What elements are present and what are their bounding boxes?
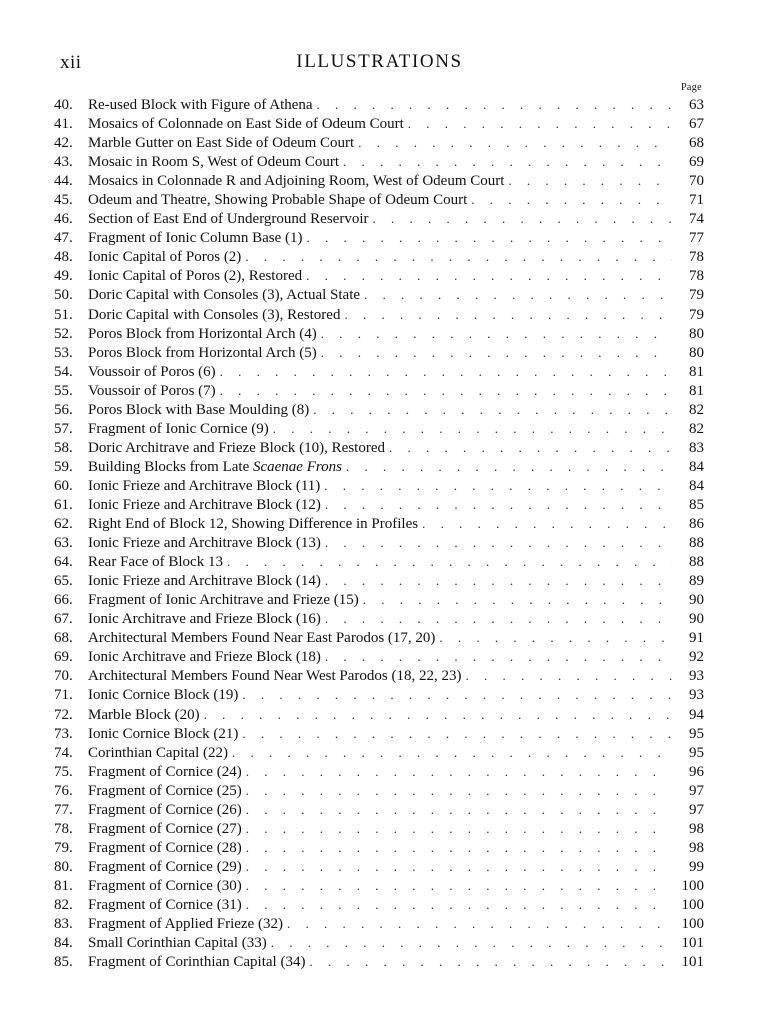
dot-leader: [232, 743, 672, 762]
entry-page: 79: [689, 287, 704, 304]
list-item: [54, 305, 704, 324]
illustrations-list: [54, 95, 704, 971]
list-item: [54, 495, 704, 514]
list-item: [54, 457, 704, 476]
entry-page: 97: [689, 782, 704, 799]
dot-leader: [346, 457, 672, 476]
dot-leader: [273, 419, 672, 438]
dot-leader: [389, 438, 672, 457]
list-item: [54, 838, 704, 857]
list-item: [54, 133, 704, 152]
entry-number: 45.: [54, 192, 73, 209]
entry-title: Fragment of Corinthian Capital (34): [88, 954, 306, 971]
entry-title: Fragment of Cornice (29): [88, 858, 242, 875]
entry-page: 89: [689, 573, 704, 590]
list-item: [54, 800, 704, 819]
entry-number: 43.: [54, 154, 73, 171]
entry-number: 67.: [54, 611, 73, 628]
entry-title: Ionic Frieze and Architrave Block (11): [88, 477, 321, 494]
list-item: [54, 476, 704, 495]
entry-number: 61.: [54, 496, 73, 513]
entry-number: 80.: [54, 858, 73, 875]
dot-leader: [220, 362, 672, 381]
entry-number: 41.: [54, 116, 73, 133]
entry-number: 83.: [54, 916, 73, 933]
entry-page: 91: [689, 630, 704, 647]
list-item: [54, 533, 704, 552]
list-item: [54, 552, 704, 571]
entry-page: 69: [689, 154, 704, 171]
entry-title: Fragment of Ionic Architrave and Frieze (15): [88, 592, 359, 609]
entry-page: 95: [689, 725, 704, 742]
entry-title: Fragment of Cornice (27): [88, 820, 242, 837]
entry-title: Marble Block (20): [88, 706, 200, 723]
list-item: [54, 285, 704, 304]
dot-leader: [246, 819, 672, 838]
list-item: [54, 647, 704, 666]
list-item: [54, 876, 704, 895]
dot-leader: [317, 95, 672, 114]
entry-title: Mosaic in Room S, West of Odeum Court: [88, 154, 340, 171]
entry-number: 50.: [54, 287, 73, 304]
dot-leader: [321, 324, 672, 343]
entry-title: Doric Capital with Consoles (3), Actual State: [88, 287, 361, 304]
entry-page: 80: [689, 325, 704, 342]
entry-number: 44.: [54, 173, 73, 190]
entry-page: 84: [689, 458, 704, 475]
dot-leader: [408, 114, 672, 133]
entry-number: 42.: [54, 135, 73, 152]
dot-leader: [373, 209, 673, 228]
entry-number: 59.: [54, 458, 73, 475]
entry-title: Poros Block from Horizontal Arch (4): [88, 325, 317, 342]
dot-leader: [325, 647, 672, 666]
list-item: [54, 114, 704, 133]
dot-leader: [325, 495, 672, 514]
list-item: [54, 247, 704, 266]
list-item: [54, 381, 704, 400]
list-item: [54, 400, 704, 419]
entry-number: 63.: [54, 535, 73, 552]
entry-title: Fragment of Cornice (28): [88, 839, 242, 856]
list-item: [54, 952, 704, 971]
dot-leader: [364, 285, 672, 304]
entry-number: 56.: [54, 401, 73, 418]
list-item: [54, 209, 704, 228]
entry-page: 88: [689, 535, 704, 552]
list-item: [54, 590, 704, 609]
dot-leader: [344, 305, 672, 324]
entry-page: 83: [689, 439, 704, 456]
entry-number: 70.: [54, 668, 73, 685]
list-item: [54, 514, 704, 533]
entry-title: Fragment of Cornice (26): [88, 801, 242, 818]
list-item: [54, 857, 704, 876]
entry-title: Odeum and Theatre, Showing Probable Shape of Odeum Court: [88, 192, 468, 209]
dot-leader: [343, 152, 672, 171]
list-item: [54, 152, 704, 171]
list-item: [54, 895, 704, 914]
entry-title: Ionic Capital of Poros (2), Restored: [88, 268, 303, 285]
entry-title: Small Corinthian Capital (33): [88, 935, 267, 952]
entry-page: 100: [681, 916, 704, 933]
entry-title: Ionic Frieze and Architrave Block (13): [88, 535, 321, 552]
entry-number: 78.: [54, 820, 73, 837]
list-item: [54, 819, 704, 838]
list-item: [54, 362, 704, 381]
dot-leader: [306, 266, 672, 285]
entry-title: Fragment of Ionic Cornice (9): [88, 420, 269, 437]
entry-number: 53.: [54, 344, 73, 361]
entry-page: 74: [689, 211, 704, 228]
dot-leader: [220, 381, 672, 400]
dot-leader: [246, 838, 672, 857]
list-item: [54, 324, 704, 343]
entry-number: 46.: [54, 211, 73, 228]
entry-page: 96: [689, 763, 704, 780]
entry-page: 95: [689, 744, 704, 761]
list-item: [54, 171, 704, 190]
entry-title: Poros Block with Base Moulding (8): [88, 401, 310, 418]
entry-title: Fragment of Ionic Column Base (1): [88, 230, 303, 247]
entry-title: Mosaics in Colonnade R and Adjoining Room, West of Odeum Court: [88, 173, 505, 190]
list-item: [54, 914, 704, 933]
entry-page: 68: [689, 135, 704, 152]
entry-title: Poros Block from Horizontal Arch (5): [88, 344, 317, 361]
entry-page: 86: [689, 516, 704, 533]
list-item: [54, 228, 704, 247]
dot-leader: [325, 571, 672, 590]
dot-leader: [325, 533, 672, 552]
dot-leader: [242, 724, 672, 743]
entry-page: 78: [689, 249, 704, 266]
entry-title: Right End of Block 12, Showing Difference in Profiles: [88, 516, 419, 533]
entry-number: 55.: [54, 382, 73, 399]
entry-page: 97: [689, 801, 704, 818]
entry-title: Building Blocks from Late Scaenae Frons: [88, 458, 342, 475]
entry-page: 101: [681, 935, 704, 952]
list-item: [54, 438, 704, 457]
entry-title: Marble Gutter on East Side of Odeum Court: [88, 135, 355, 152]
dot-leader: [246, 781, 672, 800]
entry-title: Architectural Members Found Near East Parodos (17, 20): [88, 630, 436, 647]
entry-title: Fragment of Cornice (31): [88, 896, 242, 913]
dot-leader: [271, 933, 672, 952]
entry-number: 60.: [54, 477, 73, 494]
entry-title: Mosaics of Colonnade on East Side of Odeum Court: [88, 116, 404, 133]
list-item: [54, 95, 704, 114]
dot-leader: [246, 762, 672, 781]
entry-page: 82: [689, 420, 704, 437]
entry-page: 98: [689, 820, 704, 837]
entry-page: 88: [689, 554, 704, 571]
entry-number: 62.: [54, 516, 73, 533]
entry-title: Voussoir of Poros (7): [88, 382, 216, 399]
dot-leader: [471, 190, 672, 209]
entry-number: 52.: [54, 325, 73, 342]
dot-leader: [204, 705, 672, 724]
list-item: [54, 762, 704, 781]
list-item: [54, 781, 704, 800]
entry-number: 47.: [54, 230, 73, 247]
entry-page: 101: [681, 954, 704, 971]
entry-number: 84.: [54, 935, 73, 952]
entry-title: Ionic Cornice Block (21): [88, 725, 239, 742]
entry-page: 81: [689, 363, 704, 380]
list-item: [54, 933, 704, 952]
dot-leader: [227, 552, 672, 571]
list-item: [54, 666, 704, 685]
entry-page: 81: [689, 382, 704, 399]
entry-number: 74.: [54, 744, 73, 761]
entry-number: 73.: [54, 725, 73, 742]
page-column-label: Page: [680, 82, 702, 93]
dot-leader: [287, 914, 672, 933]
entry-page: 90: [689, 592, 704, 609]
entry-number: 71.: [54, 687, 73, 704]
list-item: [54, 743, 704, 762]
dot-leader: [363, 590, 672, 609]
entry-page: 98: [689, 839, 704, 856]
entry-number: 81.: [54, 877, 73, 894]
list-item: [54, 609, 704, 628]
entry-page: 84: [689, 477, 704, 494]
list-item: [54, 685, 704, 704]
dot-leader: [309, 952, 672, 971]
entry-page: 100: [681, 896, 704, 913]
dot-leader: [246, 857, 672, 876]
list-item: [54, 628, 704, 647]
entry-title: Ionic Frieze and Architrave Block (12): [88, 496, 321, 513]
entry-page: 92: [689, 649, 704, 666]
entry-number: 69.: [54, 649, 73, 666]
entry-title: Fragment of Cornice (24): [88, 763, 242, 780]
entry-page: 99: [689, 858, 704, 875]
entry-title: Fragment of Applied Frieze (32): [88, 916, 283, 933]
entry-number: 85.: [54, 954, 73, 971]
entry-number: 66.: [54, 592, 73, 609]
entry-number: 82.: [54, 896, 73, 913]
entry-title: Architectural Members Found Near West Parodos (18, 22, 23): [88, 668, 462, 685]
list-item: [54, 705, 704, 724]
entry-title: Ionic Frieze and Architrave Block (14): [88, 573, 321, 590]
entry-number: 79.: [54, 839, 73, 856]
entry-title: Rear Face of Block 13: [88, 554, 223, 571]
list-item: [54, 419, 704, 438]
entry-page: 80: [689, 344, 704, 361]
list-item: [54, 266, 704, 285]
entry-number: 72.: [54, 706, 73, 723]
entry-page: 77: [689, 230, 704, 247]
dot-leader: [307, 228, 672, 247]
dot-leader: [246, 800, 672, 819]
dot-leader: [313, 400, 672, 419]
running-head: ILLUSTRATIONS: [296, 51, 463, 72]
entry-page: 85: [689, 496, 704, 513]
entry-title: Doric Capital with Consoles (3), Restored: [88, 306, 341, 323]
entry-number: 64.: [54, 554, 73, 571]
list-item: [54, 724, 704, 743]
entry-number: 65.: [54, 573, 73, 590]
entry-page: 63: [689, 97, 704, 113]
entry-page: 93: [689, 668, 704, 685]
entry-page: 93: [689, 687, 704, 704]
dot-leader: [465, 666, 672, 685]
entry-title: Ionic Cornice Block (19): [88, 687, 239, 704]
italic-term: Scaenae Frons: [252, 458, 342, 475]
entry-page: 70: [689, 173, 704, 190]
entry-title: Voussoir of Poros (6): [88, 363, 216, 380]
entry-title: Fragment of Cornice (25): [88, 782, 242, 799]
dot-leader: [245, 247, 672, 266]
dot-leader: [246, 895, 672, 914]
entry-title: Ionic Architrave and Frieze Block (16): [88, 611, 321, 628]
entry-number: 58.: [54, 439, 73, 456]
entry-page: 90: [689, 611, 704, 628]
list-item: [54, 190, 704, 209]
entry-number: 76.: [54, 782, 73, 799]
entry-number: 40.: [54, 97, 73, 113]
entry-title: Re-used Block with Figure of Athena: [88, 97, 313, 113]
entry-number: 75.: [54, 763, 73, 780]
dot-leader: [321, 343, 672, 362]
entry-number: 68.: [54, 630, 73, 647]
entry-page: 67: [689, 116, 704, 133]
entry-title: Ionic Architrave and Frieze Block (18): [88, 649, 321, 666]
entry-page: 78: [689, 268, 704, 285]
entry-title: Fragment of Cornice (30): [88, 877, 242, 894]
dot-leader: [246, 876, 672, 895]
entry-number: 54.: [54, 363, 73, 380]
dot-leader: [325, 609, 672, 628]
entry-number: 51.: [54, 306, 73, 323]
dot-leader: [422, 514, 672, 533]
page-folio: xii: [60, 52, 82, 73]
dot-leader: [358, 133, 672, 152]
list-item: [54, 571, 704, 590]
entry-page: 71: [689, 192, 704, 209]
entry-page: 82: [689, 401, 704, 418]
entry-number: 48.: [54, 249, 73, 266]
entry-title: Doric Architrave and Frieze Block (10), Restored: [88, 439, 385, 456]
entry-number: 49.: [54, 268, 73, 285]
dot-leader: [324, 476, 672, 495]
entry-page: 79: [689, 306, 704, 323]
dot-leader: [508, 171, 672, 190]
entry-title: Ionic Capital of Poros (2): [88, 249, 242, 266]
dot-leader: [242, 685, 672, 704]
entry-page: 94: [689, 706, 704, 723]
entry-title: Corinthian Capital (22): [88, 744, 228, 761]
entry-number: 57.: [54, 420, 73, 437]
entry-number: 77.: [54, 801, 73, 818]
dot-leader: [439, 628, 672, 647]
entry-title: Section of East End of Underground Reservoir: [88, 211, 369, 228]
entry-page: 100: [681, 877, 704, 894]
list-item: [54, 343, 704, 362]
